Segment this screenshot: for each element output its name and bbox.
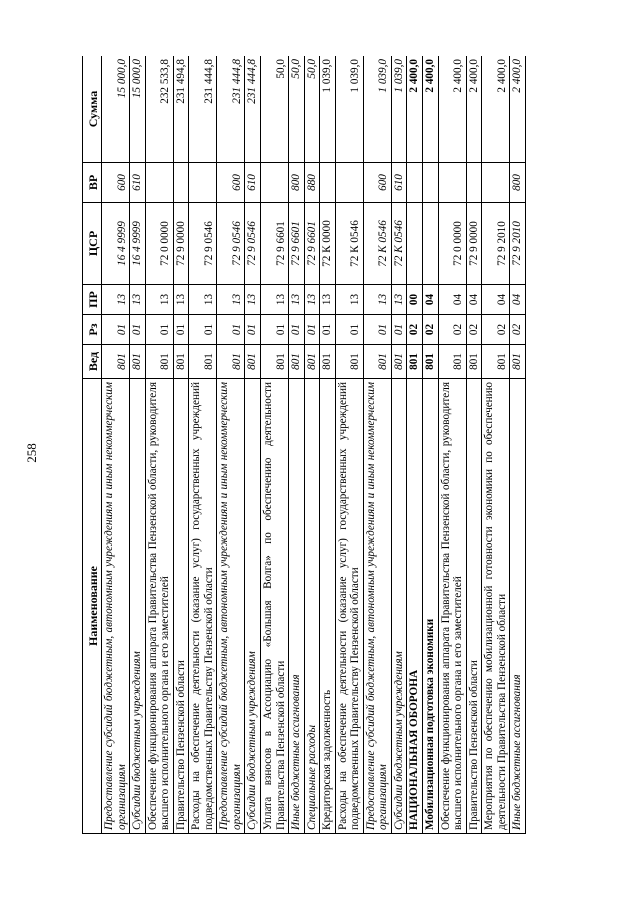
cell-csr: 72 К 0546 — [391, 203, 407, 285]
cell-sum: 231 444,8 — [217, 56, 245, 163]
cell-name: Обеспечение функционирования аппарата Правительства Пензенской области, руководителя высшего исполнительного органа и его заместителей — [145, 379, 173, 834]
cell-ved: 801 — [130, 345, 146, 379]
cell-sum: 1 039,0 — [320, 56, 336, 163]
cell-ved: 801 — [482, 345, 510, 379]
cell-sum: 2 400,0 — [510, 56, 526, 163]
table-row — [466, 56, 482, 834]
cell-csr — [407, 203, 423, 285]
cell-csr: 72 9 6601 — [289, 203, 305, 285]
cell-csr — [423, 203, 439, 285]
cell-vr: 610 — [130, 163, 146, 203]
cell-sum: 50,0 — [304, 56, 320, 163]
cell-name: Кредиторская задолженность — [320, 379, 336, 834]
table-row — [482, 56, 510, 834]
cell-ved: 801 — [145, 345, 173, 379]
table-row — [102, 56, 130, 834]
cell-ved: 801 — [245, 345, 261, 379]
table-row — [189, 56, 217, 834]
cell-ved: 801 — [102, 345, 130, 379]
table-row — [173, 56, 189, 834]
cell-ved: 801 — [261, 345, 289, 379]
cell-sum: 231 494,8 — [173, 56, 189, 163]
cell-rz: 01 — [320, 315, 336, 345]
header-pr: ПР — [83, 285, 102, 315]
table-row — [320, 56, 336, 834]
cell-rz: 01 — [304, 315, 320, 345]
cell-rz: 01 — [289, 315, 305, 345]
cell-sum: 2 400,0 — [438, 56, 466, 163]
table-row — [510, 56, 526, 834]
cell-name: Мероприятия по обеспечению мобилизационной готовности экономики по обеспечению деятельности Правительства Пензенской области — [482, 379, 510, 834]
table-row — [391, 56, 407, 834]
cell-ved: 801 — [510, 345, 526, 379]
cell-pr: 04 — [438, 285, 466, 315]
cell-rz: 02 — [407, 315, 423, 345]
cell-vr — [145, 163, 173, 203]
cell-sum: 2 400,0 — [482, 56, 510, 163]
cell-pr: 13 — [289, 285, 305, 315]
cell-pr: 13 — [189, 285, 217, 315]
cell-vr: 880 — [304, 163, 320, 203]
cell-ved: 801 — [173, 345, 189, 379]
cell-vr: 600 — [363, 163, 391, 203]
cell-csr: 72 9 6601 — [304, 203, 320, 285]
cell-rz: 01 — [189, 315, 217, 345]
cell-ved: 801 — [217, 345, 245, 379]
budget-table — [82, 56, 526, 834]
cell-pr: 04 — [423, 285, 439, 315]
cell-vr: 610 — [245, 163, 261, 203]
cell-csr: 72 9 2010 — [482, 203, 510, 285]
cell-sum: 1 039,0 — [391, 56, 407, 163]
cell-pr: 13 — [304, 285, 320, 315]
table-row — [245, 56, 261, 834]
table-row — [145, 56, 173, 834]
cell-pr: 13 — [217, 285, 245, 315]
cell-csr: 72 9 6601 — [261, 203, 289, 285]
cell-ved: 801 — [304, 345, 320, 379]
cell-csr: 72 К 0546 — [363, 203, 391, 285]
cell-ved: 801 — [320, 345, 336, 379]
cell-ved: 801 — [363, 345, 391, 379]
cell-vr — [482, 163, 510, 203]
table-row — [289, 56, 305, 834]
header-vr: ВР — [83, 163, 102, 203]
header-csr: ЦСР — [83, 203, 102, 285]
cell-pr: 04 — [510, 285, 526, 315]
cell-vr — [438, 163, 466, 203]
cell-sum: 231 444,8 — [245, 56, 261, 163]
cell-sum: 50,0 — [261, 56, 289, 163]
cell-csr: 72 9 0546 — [189, 203, 217, 285]
cell-vr — [335, 163, 363, 203]
table-row — [407, 56, 423, 834]
cell-ved: 801 — [407, 345, 423, 379]
rotated-page-area — [82, 56, 542, 834]
header-ved: Вед — [83, 345, 102, 379]
cell-vr: 800 — [289, 163, 305, 203]
cell-rz: 01 — [173, 315, 189, 345]
cell-vr — [173, 163, 189, 203]
cell-ved: 801 — [438, 345, 466, 379]
cell-vr: 600 — [102, 163, 130, 203]
table-row — [130, 56, 146, 834]
cell-vr — [423, 163, 439, 203]
cell-sum: 231 444,8 — [189, 56, 217, 163]
cell-name: Правительство Пензенской области — [466, 379, 482, 834]
cell-rz: 01 — [145, 315, 173, 345]
cell-ved: 801 — [289, 345, 305, 379]
cell-pr: 04 — [482, 285, 510, 315]
cell-name: Правительство Пензенской области — [173, 379, 189, 834]
cell-csr: 72 9 0000 — [466, 203, 482, 285]
cell-rz: 02 — [423, 315, 439, 345]
cell-pr: 13 — [130, 285, 146, 315]
cell-csr: 16 4 9999 — [130, 203, 146, 285]
cell-vr: 600 — [217, 163, 245, 203]
cell-csr: 72 0 0000 — [145, 203, 173, 285]
cell-pr: 13 — [335, 285, 363, 315]
cell-vr — [407, 163, 423, 203]
cell-vr — [320, 163, 336, 203]
table-row — [304, 56, 320, 834]
cell-rz: 01 — [217, 315, 245, 345]
cell-ved: 801 — [423, 345, 439, 379]
table-row — [438, 56, 466, 834]
cell-rz: 01 — [261, 315, 289, 345]
cell-vr — [261, 163, 289, 203]
cell-vr — [189, 163, 217, 203]
cell-rz: 02 — [482, 315, 510, 345]
header-sum: Сумма — [83, 56, 102, 163]
cell-csr: 72 9 0546 — [217, 203, 245, 285]
cell-name: Специальные расходы — [304, 379, 320, 834]
cell-pr: 04 — [466, 285, 482, 315]
cell-pr: 13 — [102, 285, 130, 315]
table-header-row — [83, 56, 102, 834]
cell-name: Предоставление субсидий бюджетным, автономным учреждениям и иным некоммерческим организациям — [363, 379, 391, 834]
cell-name: Обеспечение функционирования аппарата Правительства Пензенской области, руководителя высшего исполнительного органа и его заместителей — [438, 379, 466, 834]
cell-rz: 02 — [438, 315, 466, 345]
cell-sum: 2 400,0 — [423, 56, 439, 163]
cell-name: Расходы на обеспечение деятельности (оказание услуг) государственных учреждений подведомственных Правительству Пензенской области — [335, 379, 363, 834]
cell-pr: 00 — [407, 285, 423, 315]
cell-pr: 13 — [261, 285, 289, 315]
cell-name: НАЦИОНАЛЬНАЯ ОБОРОНА — [407, 379, 423, 834]
cell-rz: 01 — [363, 315, 391, 345]
cell-rz: 01 — [391, 315, 407, 345]
cell-vr: 610 — [391, 163, 407, 203]
cell-csr: 72 К 0000 — [320, 203, 336, 285]
cell-ved: 801 — [335, 345, 363, 379]
cell-rz: 01 — [335, 315, 363, 345]
table-body — [102, 56, 526, 834]
table-row — [335, 56, 363, 834]
cell-pr: 13 — [173, 285, 189, 315]
page-number: 258 — [24, 443, 39, 463]
cell-rz: 01 — [130, 315, 146, 345]
cell-csr: 72 9 0546 — [245, 203, 261, 285]
cell-ved: 801 — [189, 345, 217, 379]
cell-pr: 13 — [320, 285, 336, 315]
cell-pr: 13 — [145, 285, 173, 315]
cell-rz: 01 — [102, 315, 130, 345]
cell-name: Субсидии бюджетным учреждениям — [391, 379, 407, 834]
rotated-table-container — [82, 56, 542, 834]
cell-name: Уплата взносов в Ассоциацию «Большая Волга» по обеспечению деятельности Правительства Пензенской области — [261, 379, 289, 834]
cell-pr: 13 — [363, 285, 391, 315]
cell-name: Субсидии бюджетным учреждениям — [245, 379, 261, 834]
cell-sum: 1 039,0 — [335, 56, 363, 163]
cell-csr: 72 0 0000 — [438, 203, 466, 285]
cell-rz: 02 — [510, 315, 526, 345]
cell-pr: 13 — [245, 285, 261, 315]
cell-sum: 232 533,8 — [145, 56, 173, 163]
cell-csr: 16 4 9999 — [102, 203, 130, 285]
cell-name: Иные бюджетные ассигнования — [510, 379, 526, 834]
cell-csr: 72 9 0000 — [173, 203, 189, 285]
cell-sum: 2 400,0 — [407, 56, 423, 163]
table-row — [261, 56, 289, 834]
cell-name: Субсидии бюджетным учреждениям — [130, 379, 146, 834]
cell-ved: 801 — [466, 345, 482, 379]
header-rz: Рз — [83, 315, 102, 345]
cell-sum: 1 039,0 — [363, 56, 391, 163]
cell-pr: 13 — [391, 285, 407, 315]
table-row — [217, 56, 245, 834]
header-name: Наименование — [83, 379, 102, 834]
cell-csr: 72 К 0546 — [335, 203, 363, 285]
cell-sum: 15 000,0 — [130, 56, 146, 163]
cell-name: Расходы на обеспечение деятельности (оказание услуг) государственных учреждений подведомственных Правительству Пензенской области — [189, 379, 217, 834]
cell-rz: 01 — [245, 315, 261, 345]
cell-vr — [466, 163, 482, 203]
cell-name: Иные бюджетные ассигнования — [289, 379, 305, 834]
table-row — [363, 56, 391, 834]
cell-sum: 15 000,0 — [102, 56, 130, 163]
cell-sum: 2 400,0 — [466, 56, 482, 163]
cell-rz: 02 — [466, 315, 482, 345]
cell-name: Предоставление субсидий бюджетным, автономным учреждениям и иным некоммерческим организациям — [102, 379, 130, 834]
table-row — [423, 56, 439, 834]
cell-name: Предоставление субсидий бюджетным, автономным учреждениям и иным некоммерческим организациям — [217, 379, 245, 834]
cell-csr: 72 9 2010 — [510, 203, 526, 285]
cell-name: Мобилизационная подготовка экономики — [423, 379, 439, 834]
cell-vr: 800 — [510, 163, 526, 203]
cell-sum: 50,0 — [289, 56, 305, 163]
cell-ved: 801 — [391, 345, 407, 379]
